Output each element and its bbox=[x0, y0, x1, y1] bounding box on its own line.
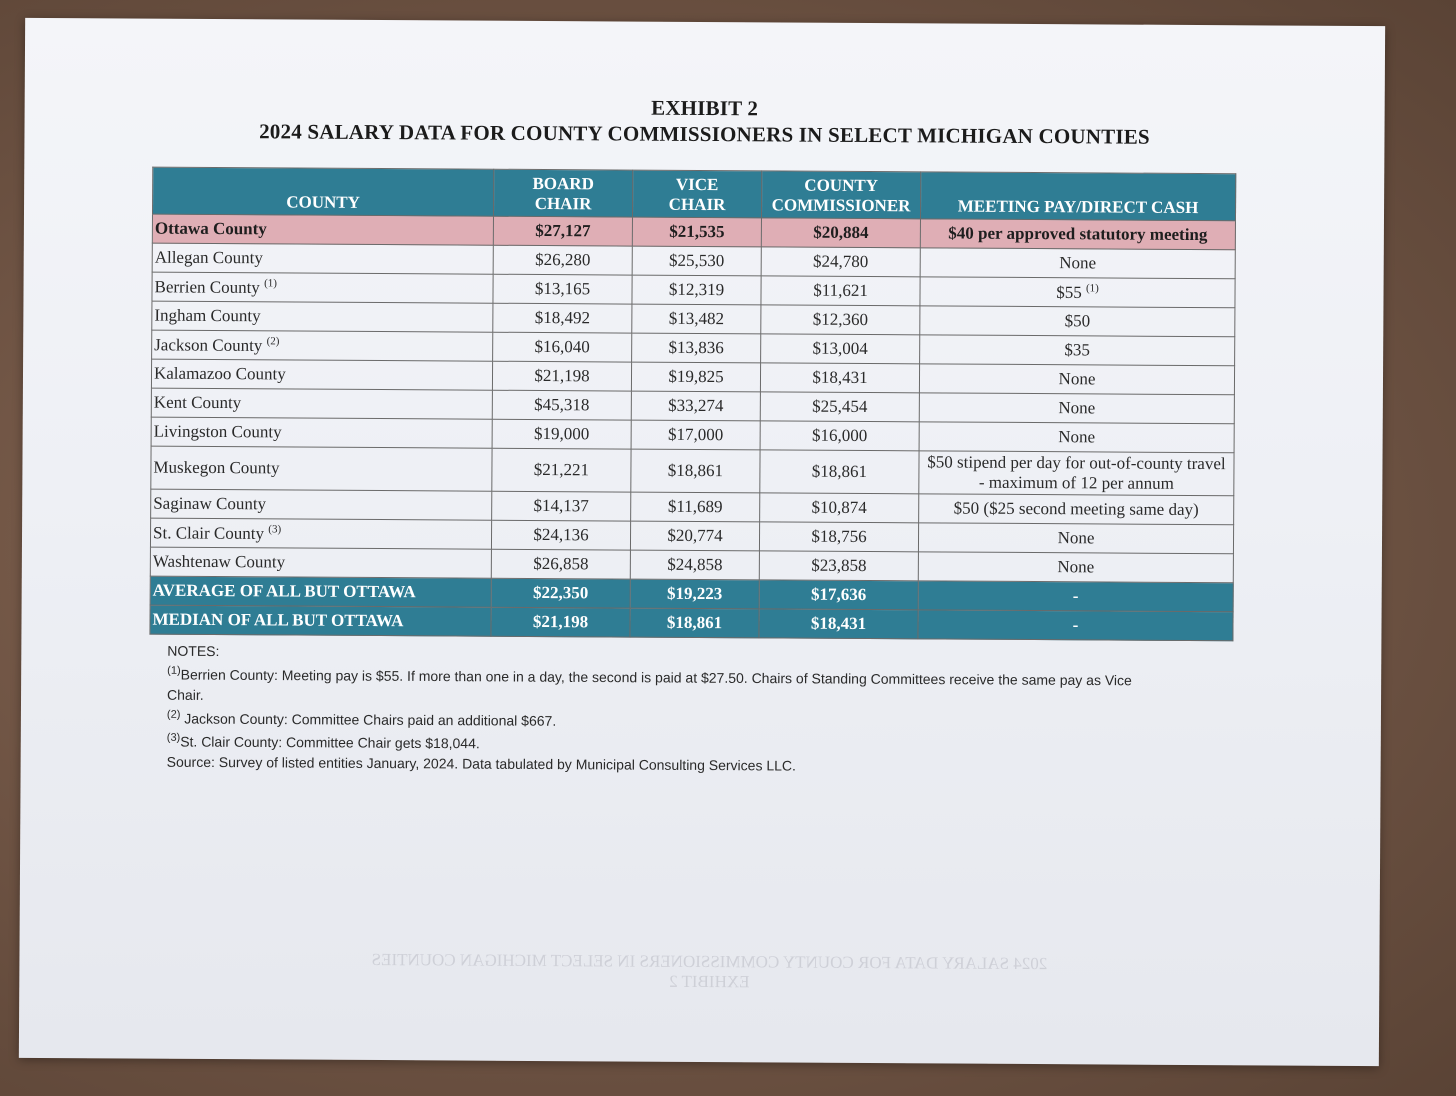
footnote-marker: (2) bbox=[266, 335, 280, 348]
footnote-marker: (1) bbox=[1085, 282, 1099, 295]
footnote-marker: (3) bbox=[268, 523, 282, 536]
note-item: $^{(1)}$Berrien County: Meeting pay is $55. If more than one in a day, the second is paid at $27.50. Chairs of Standing Committees receive the same pay as Vice Chair. bbox=[167, 664, 1132, 703]
vice-chair-cell: $12,319 bbox=[632, 275, 761, 305]
header-county: COUNTY bbox=[152, 167, 493, 216]
commissioner-cell: $17,636 bbox=[759, 580, 918, 610]
county-name: Kalamazoo County bbox=[151, 359, 492, 390]
board-chair-cell: $22,350 bbox=[491, 578, 630, 608]
board-chair-cell: $26,858 bbox=[491, 549, 630, 579]
exhibit-label: EXHIBIT 2 bbox=[651, 95, 759, 121]
board-chair-cell: $21,221 bbox=[492, 448, 631, 492]
commissioner-cell: $11,621 bbox=[761, 276, 920, 306]
meeting-pay-cell: $35 bbox=[920, 335, 1235, 366]
commissioner-cell: $18,431 bbox=[760, 363, 919, 393]
document-title: 2024 SALARY DATA FOR COUNTY COMMISSIONERS IN SELECT MICHIGAN COUNTIES bbox=[259, 119, 1150, 149]
note-item: $^{(3)}$St. Clair County: Committee Chair gets $18,044. bbox=[166, 732, 480, 752]
vice-chair-cell: $21,535 bbox=[632, 217, 761, 247]
board-chair-cell: $18,492 bbox=[493, 303, 632, 333]
board-chair-cell: $16,040 bbox=[493, 332, 632, 362]
commissioner-cell: $18,756 bbox=[759, 522, 918, 552]
vice-chair-cell: $19,223 bbox=[630, 579, 759, 609]
meeting-pay-cell: None bbox=[918, 523, 1233, 554]
vice-chair-cell: $17,000 bbox=[631, 420, 760, 450]
meeting-pay-cell: $50 ($25 second meeting same day) bbox=[919, 494, 1234, 525]
footnote-marker: (1) bbox=[167, 664, 181, 677]
bleed-through-text: 2024 SALARY DATA FOR COUNTY COMMISSIONERS IN SELECT MICHIGAN COUNTIES EXHIBIT 2 bbox=[371, 949, 1048, 992]
county-name: Ottawa County bbox=[152, 214, 493, 245]
meeting-pay-cell: $55 $^{(1)}$ bbox=[920, 277, 1235, 308]
board-chair-cell: $21,198 bbox=[492, 361, 631, 391]
commissioner-cell: $24,780 bbox=[761, 247, 920, 277]
board-chair-cell: $24,136 bbox=[491, 520, 630, 550]
vice-chair-cell: $25,530 bbox=[632, 246, 761, 276]
meeting-pay-cell: None bbox=[919, 393, 1234, 424]
commissioner-cell: $10,874 bbox=[760, 493, 919, 523]
header-commissioner: COUNTY COMMISSIONER bbox=[761, 171, 920, 219]
county-name: Muskegon County bbox=[151, 446, 492, 491]
county-name: Allegan County bbox=[152, 243, 493, 274]
vice-chair-cell: $18,861 bbox=[631, 449, 760, 493]
note-item: $^{(2)}$ Jackson County: Committee Chairs paid an additional $667. bbox=[166, 708, 557, 729]
board-chair-cell: $14,137 bbox=[492, 491, 631, 521]
summary-label: AVERAGE OF ALL BUT OTTAWA bbox=[150, 576, 491, 607]
commissioner-cell: $20,884 bbox=[761, 218, 920, 248]
vice-chair-cell: $19,825 bbox=[631, 362, 760, 392]
meeting-pay-cell: $40 per approved statutory meeting bbox=[920, 219, 1235, 250]
notes-heading: NOTES: bbox=[167, 642, 220, 660]
commissioner-cell: $25,454 bbox=[760, 392, 919, 422]
commissioner-cell: $18,431 bbox=[759, 609, 918, 639]
board-chair-cell: $13,165 bbox=[493, 274, 632, 304]
board-chair-cell: $27,127 bbox=[493, 216, 632, 246]
commissioner-cell: $13,004 bbox=[761, 334, 920, 364]
board-chair-cell: $21,198 bbox=[491, 607, 630, 637]
county-name: St. Clair County $^{(3)}$ bbox=[150, 518, 491, 549]
county-name: Kent County bbox=[151, 388, 492, 419]
commissioner-cell: $18,861 bbox=[760, 450, 919, 494]
vice-chair-cell: $13,836 bbox=[632, 333, 761, 363]
vice-chair-cell: $11,689 bbox=[631, 492, 760, 522]
summary-label: MEDIAN OF ALL BUT OTTAWA bbox=[150, 605, 491, 636]
meeting-pay-cell: None bbox=[918, 552, 1233, 583]
header-vice-chair: VICE CHAIR bbox=[632, 170, 761, 218]
meeting-pay-cell: None bbox=[919, 364, 1234, 395]
county-name: Washtenaw County bbox=[150, 547, 491, 578]
footnote-marker: (3) bbox=[166, 732, 181, 745]
county-name: Livingston County bbox=[151, 417, 492, 448]
salary-table bbox=[149, 167, 1236, 642]
county-name: Ingham County bbox=[152, 301, 493, 332]
meeting-pay-cell: $50 stipend per day for out-of-county travel - maximum of 12 per annum bbox=[919, 451, 1234, 496]
county-name: Saginaw County bbox=[151, 489, 492, 520]
board-chair-cell: $45,318 bbox=[492, 390, 631, 420]
source-line: Source: Survey of listed entities January, 2024. Data tabulated by Municipal Consulting Services LLC. bbox=[166, 753, 796, 774]
commissioner-cell: $23,858 bbox=[759, 551, 918, 581]
meeting-pay-cell: None bbox=[919, 422, 1234, 453]
header-meeting-pay: MEETING PAY/DIRECT CASH bbox=[920, 172, 1235, 221]
vice-chair-cell: $13,482 bbox=[632, 304, 761, 334]
notes-section bbox=[167, 641, 1248, 779]
commissioner-cell: $16,000 bbox=[760, 421, 919, 451]
vice-chair-cell: $33,274 bbox=[631, 391, 760, 421]
commissioner-cell: $12,360 bbox=[761, 305, 920, 335]
meeting-pay-cell: - bbox=[918, 581, 1233, 612]
vice-chair-cell: $18,861 bbox=[630, 608, 759, 638]
meeting-pay-cell: - bbox=[918, 610, 1233, 641]
summary-row-median bbox=[150, 605, 1233, 641]
footnote-marker: (2) bbox=[166, 708, 181, 721]
header-board-chair: BOARD CHAIR bbox=[493, 169, 632, 217]
vice-chair-cell: $20,774 bbox=[630, 521, 759, 551]
board-chair-cell: $19,000 bbox=[492, 419, 631, 449]
table-header-row bbox=[152, 167, 1235, 221]
footnote-marker: (1) bbox=[264, 276, 277, 290]
table-row bbox=[151, 446, 1234, 496]
meeting-pay-cell: None bbox=[920, 248, 1235, 279]
paper-sheet bbox=[19, 18, 1385, 1066]
county-name: Jackson County $^{(2)}$ bbox=[152, 330, 493, 361]
vice-chair-cell: $24,858 bbox=[630, 550, 759, 580]
meeting-pay-cell: $50 bbox=[920, 306, 1235, 337]
board-chair-cell: $26,280 bbox=[493, 245, 632, 275]
county-name: Berrien County $^{(1)}$ bbox=[152, 272, 493, 303]
